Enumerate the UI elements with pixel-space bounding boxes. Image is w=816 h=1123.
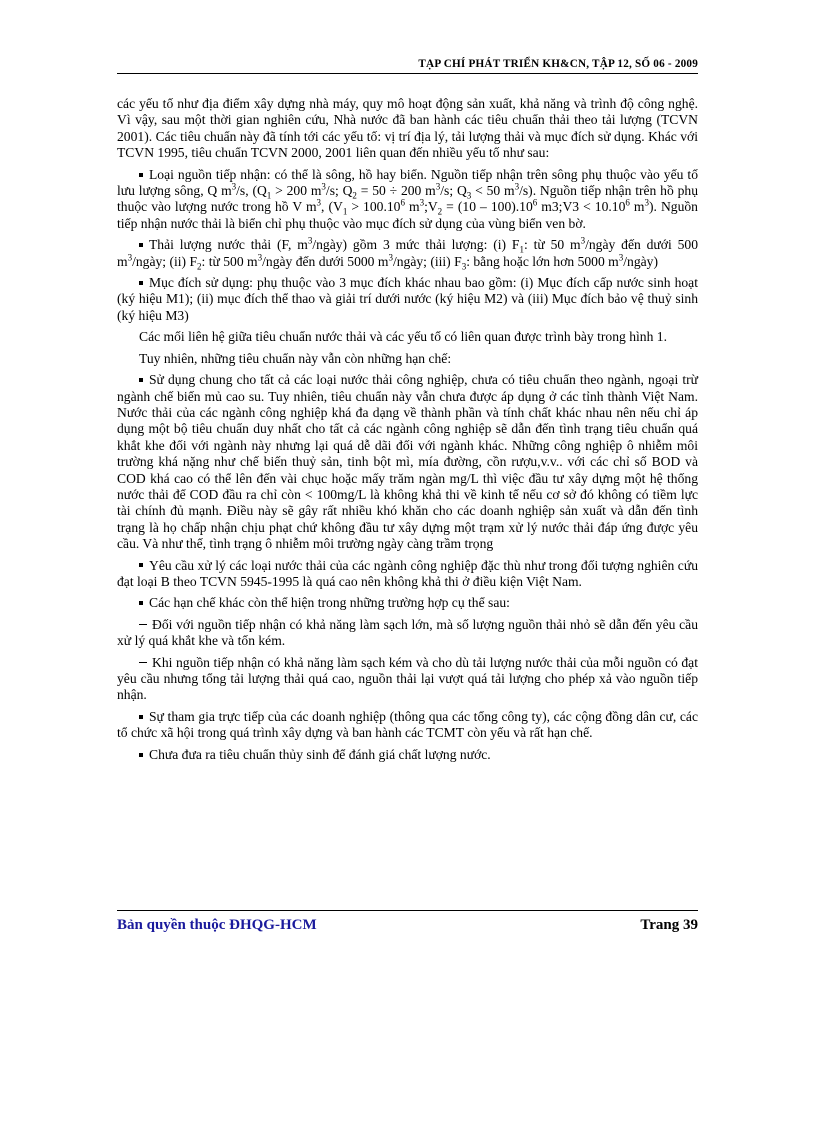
bullet-square-icon: [139, 563, 143, 567]
journal-header: [117, 58, 698, 74]
page-number: Trang 39: [640, 917, 698, 933]
bullet-square-icon: [139, 378, 143, 382]
page-footer: [117, 910, 698, 934]
bullet-treatment-requirement: Yêu cầu xử lý các loại nước thải của các ngành công nghiệp đặc thù như trong đối tượng nghiên cứu đạt loại B theo TCVN 5945-1995 là quá cao nên không khả thi ở điều kiện Việt Nam.: [117, 557, 698, 589]
article-body: [117, 96, 698, 768]
bullet-square-icon: [139, 243, 143, 247]
bullet-receiving-source: Loại nguồn tiếp nhận: có thể là sông, hồ hay biển. Nguồn tiếp nhận trên sông phụ thuộc vào yếu tố lưu lượng sông, Q $m^3/s$, ($Q_1 > 200$ $m^3/s$; $Q_2 = 50 \div 200$ $m^3/s$; $Q_3 < 50$ $m^3/s$). Nguồn tiếp nhận trên hồ phụ thuộc vào lượng nước trong hồ V $m^3$, ($V_1 > 100.10^6$ $m^3;V_2 = (10 - 100).10^6$ m3;V3 < $10.10^6$ $m^3$). Nguồn tiếp nhận nước thải là biển chỉ phụ thuộc vào mục đích sử dụng của vùng biển ven bờ.: [117, 166, 698, 231]
bullet-general-use: Sử dụng chung cho tất cả các loại nước thải công nghiệp, chưa có tiêu chuẩn theo ngành, ngoại trừ ngành chế biến mủ cao su. Tuy nhiên, tiêu chuẩn này vẫn chưa được áp dụng ở các tỉnh thành Việt Nam. Nước thải của các ngành công nghiệp khá đa dạng về thành phần và tính chất khác nhau nên nếu chỉ áp dụng một bộ tiêu chuẩn duy nhất cho tất cả các ngành công nghiệp sẽ dẫn đến tình trạng tiêu chuẩn quá khắt khe đối với ngành này nhưng lại quá dễ dãi đối với ngành khác. Những công nghiệp ô nhiễm môi trường khá nặng như chế biến thuỷ sản, tinh bột mì, mía đường, cồn rượu,v.v.. với các chỉ số BOD và COD khá cao có thể lên đến vài chục hoặc mấy trăm ngàn mg/L thì việc đầu tư xây dựng một hệ thống nước thải để COD đầu ra chỉ còn < 100mg/L là không khả thi về kinh tế nếu cơ sở đó không có tiềm lực tài chính đủ mạnh. Điều này sẽ gây rất nhiều khó khăn cho các doanh nghiệp sản xuất và dẫn đến tình trạng là họ chấp nhận chịu phạt chứ không đầu tư xây dựng một trạm xử lý nước thải đáp ứng được yêu cầu. Và như thế, tình trạng ô nhiễm môi trường ngày càng trầm trọng: [117, 372, 698, 552]
dash-item-poor-capacity: Khi nguồn tiếp nhận có khả năng làm sạch kém và cho dù tải lượng nước thải của mỗi nguồn có đạt yêu cầu nhưng tổng tải lượng thải quá cao, nguồn thải lại vượt quá tải lượng cho phép xả vào nguồn tiếp nhận.: [117, 654, 698, 703]
bullet-square-icon: [139, 601, 143, 605]
paragraph-limitations: Tuy nhiên, những tiêu chuẩn này vẫn còn những hạn chế:: [139, 350, 452, 366]
journal-title: TẠP CHÍ PHÁT TRIỂN KH&CN, TẬP 12, SỐ 06 - 2009: [418, 58, 698, 70]
paragraph-relations: Các mối liên hệ giữa tiêu chuẩn nước thải và các yếu tố có liên quan được trình bày trong hình 1.: [139, 329, 667, 345]
paragraph-intro: các yếu tố như địa điểm xây dựng nhà máy, quy mô hoạt động sản xuất, khả năng và trình độ công nghệ. Vì vậy, sau một thời gian nghiên cứu, Nhà nước đã ban hành các tiêu chuẩn thải theo tải lượng (TCVN 2001). Các tiêu chuẩn này đã tính tới các yếu tố: vị trí địa lý, tải lượng thải và mục đích sử dụng. Khác với TCVN 1995, tiêu chuẩn TCVN 2000, 2001 liên quan đến nhiều yếu tố như sau:: [117, 96, 698, 161]
bullet-aquatic-standard: Chưa đưa ra tiêu chuẩn thủy sinh để đánh giá chất lượng nước.: [117, 747, 698, 763]
bullet-discharge-load: Thải lượng nước thải (F, $m^3/ngày$) gồm 3 mức thải lượng: (i) $F_1$: từ 50 $m^3$/ngày đến dưới 500 $m^3$/ngày; (ii) $F_2$: từ 500 $m^3$/ngày đến dưới 5000 $m^3$/ngày; (iii) $F_3$: bằng hoặc lớn hơn 5000 $m^3/ngày$): [117, 235, 699, 272]
dash-icon: [139, 624, 147, 625]
copyright-notice: Bản quyền thuộc ĐHQG-HCM: [117, 917, 317, 933]
bullet-participation: Sự tham gia trực tiếp của các doanh nghiệp (thông qua các tổng công ty), các cộng đồng dân cư, các tổ chức xã hội trong quá trình xây dựng và ban hành các TCMT còn yếu và rất hạn chế.: [117, 708, 698, 741]
bullet-square-icon: [139, 281, 143, 285]
bullet-usage-purpose: Mục đích sử dụng: phụ thuộc vào 3 mục đích khác nhau bao gồm: (i) Mục đích cấp nước sinh hoạt (ký hiệu M1); (ii) mục đích thể thao và giải trí dưới nước (ký hiệu M2) và (iii) Mục đích bảo vệ thuỷ sinh (ký hiệu M3): [117, 275, 698, 323]
bullet-square-icon: [139, 753, 143, 757]
bullet-square-icon: [139, 715, 143, 719]
dash-item-large-capacity: Đối với nguồn tiếp nhận có khả năng làm sạch lớn, mà số lượng nguồn thải nhỏ sẽ dẫn đến yêu cầu xử lý quá khắt khe và tốn kém.: [117, 616, 698, 649]
bullet-other-limitations: Các hạn chế khác còn thể hiện trong những trường hợp cụ thể sau:: [117, 595, 698, 611]
dash-icon: [139, 662, 147, 663]
bullet-square-icon: [139, 173, 143, 177]
